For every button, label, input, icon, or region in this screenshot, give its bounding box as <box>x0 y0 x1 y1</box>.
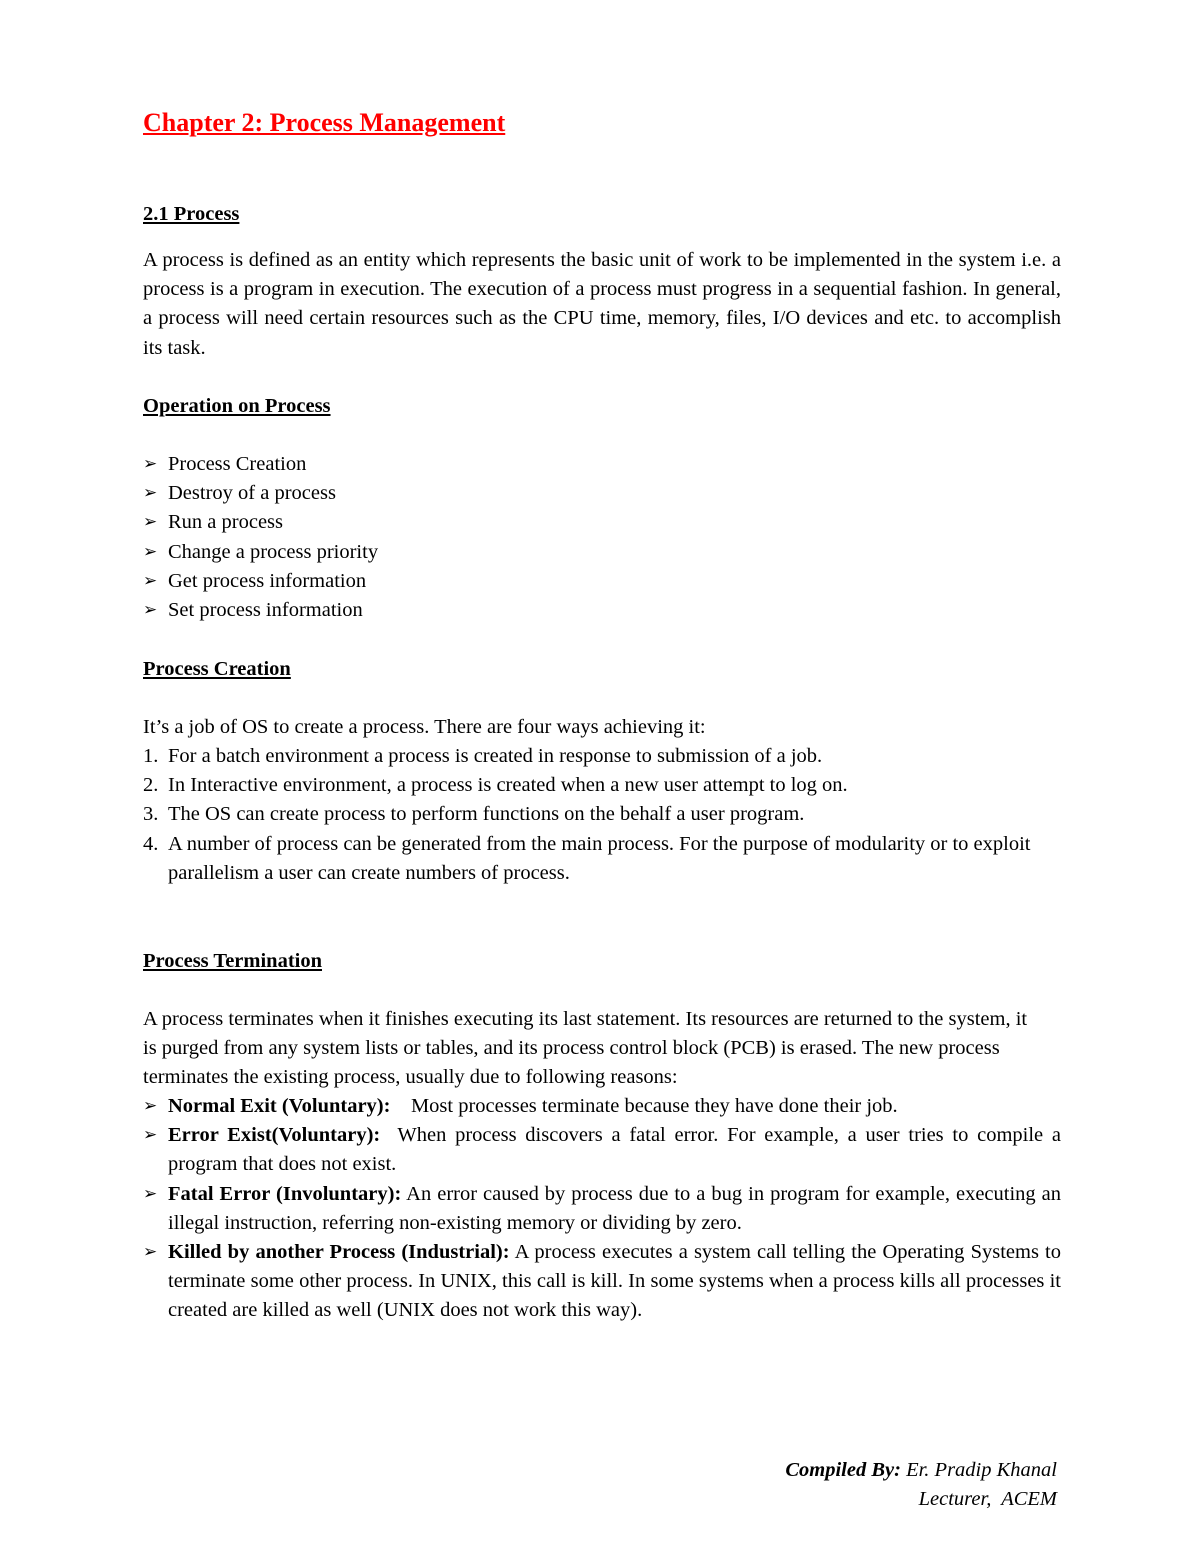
list-item-text: In Interactive environment, a process is created when a new user attempt to log on. <box>168 774 848 797</box>
footer-compiled-line <box>785 1456 1057 1485</box>
arrow-bullet-icon: ➢ <box>143 1125 158 1146</box>
list-item <box>143 830 1061 888</box>
list-item <box>143 479 1061 508</box>
list-item <box>143 1238 1061 1326</box>
reason-term: Fatal Error (Involuntary): <box>168 1182 402 1205</box>
list-item <box>143 596 1061 625</box>
list-item-text: Run a process <box>168 511 284 534</box>
list-item <box>143 1121 1061 1179</box>
list-item <box>143 450 1061 479</box>
list-item <box>143 1180 1061 1238</box>
arrow-bullet-icon: ➢ <box>143 1096 158 1116</box>
list-item-text: The OS can create process to perform functions on the behalf a user program. <box>168 803 805 826</box>
list-item-text: Process Creation <box>168 453 307 475</box>
footer-title: Lecturer, ACEM <box>918 1487 1057 1510</box>
list-number: 4. <box>143 832 159 855</box>
arrow-bullet-icon: ➢ <box>143 454 158 474</box>
list-item <box>143 508 1061 537</box>
list-item-text: Change a process priority <box>168 540 379 563</box>
list-item-text: For a batch environment a process is created in response to submission of a job. <box>168 745 823 767</box>
arrow-bullet-icon: ➢ <box>143 512 158 533</box>
operation-list <box>143 450 1061 625</box>
reason-text: An error caused by process due to a bug in program for example, executing an illegal instruction, referring non-existing memory or dividing by zero. <box>168 1182 1061 1234</box>
list-item-text: Destroy of a process <box>168 482 336 505</box>
reason-text: When process discovers a fatal error. For example, a user tries to compile a program that does not exist. <box>168 1124 1061 1176</box>
list-item <box>143 538 1061 567</box>
reason-term: Normal Exit (Voluntary): <box>168 1095 391 1117</box>
document-page <box>143 0 1061 1553</box>
arrow-bullet-icon: ➢ <box>143 483 158 504</box>
section-heading-creation: Process Creation <box>143 658 291 680</box>
reason-term: Error Exist(Voluntary): <box>168 1124 381 1147</box>
list-item-text: Get process information <box>168 569 367 592</box>
list-item <box>143 800 1061 829</box>
creation-list <box>143 742 1061 888</box>
list-number: 2. <box>143 774 159 797</box>
list-item-text: A number of process can be generated from the main process. For the purpose of modularity or to exploit parallelism a user can create numbers of process. <box>168 832 1031 884</box>
chapter-title: Chapter 2: Process Management <box>143 108 506 137</box>
list-item <box>143 742 1061 771</box>
creation-intro: It’s a job of OS to create a process. There are four ways achieving it: <box>143 716 706 738</box>
footer-author: Er. Pradip Khanal <box>906 1459 1057 1481</box>
list-item <box>143 1092 1061 1121</box>
termination-reasons-list <box>143 1092 1061 1326</box>
list-number: 3. <box>143 803 159 826</box>
arrow-bullet-icon: ➢ <box>143 1242 158 1263</box>
section-heading-operation: Operation on Process <box>143 395 331 417</box>
list-item-text: Set process information <box>168 599 363 622</box>
footer-compiled-label: Compiled By: <box>785 1459 901 1481</box>
list-number: 1. <box>143 745 159 767</box>
reason-text: Most processes terminate because they have done their job. <box>410 1095 898 1117</box>
reason-text: A process executes a system call telling the Operating Systems to terminate some other process. In UNIX, this call is kill. In some systems when a process kills all processes it created are killed as well (UNIX does not work this way). <box>168 1241 1062 1322</box>
reason-term: Killed by another Process (Industrial): <box>168 1241 510 1264</box>
process-definition-paragraph: A process is defined as an entity which represents the basic unit of work to be implemented in the system i.e. a process is a program in execution. The execution of a process must progress in a sequential fashion. In general, a process will need certain resources such as the CPU time, memory, files, I/O devices and etc. to accomplish its task. <box>143 249 1061 359</box>
arrow-bullet-icon: ➢ <box>143 570 158 591</box>
list-item <box>143 567 1061 596</box>
section-heading-process: 2.1 Process <box>143 203 240 225</box>
list-item <box>143 771 1061 800</box>
arrow-bullet-icon: ➢ <box>143 600 158 621</box>
termination-paragraph: A process terminates when it finishes executing its last statement. Its resources are returned to the system, it is purged from any system lists or tables, and its process control block (PCB) is erased. The new process terminates the existing process, usually due to following reasons: <box>143 1008 1028 1089</box>
section-heading-termination: Process Termination <box>143 950 322 972</box>
page-footer <box>785 1456 1057 1513</box>
arrow-bullet-icon: ➢ <box>143 1183 158 1204</box>
arrow-bullet-icon: ➢ <box>143 541 158 562</box>
